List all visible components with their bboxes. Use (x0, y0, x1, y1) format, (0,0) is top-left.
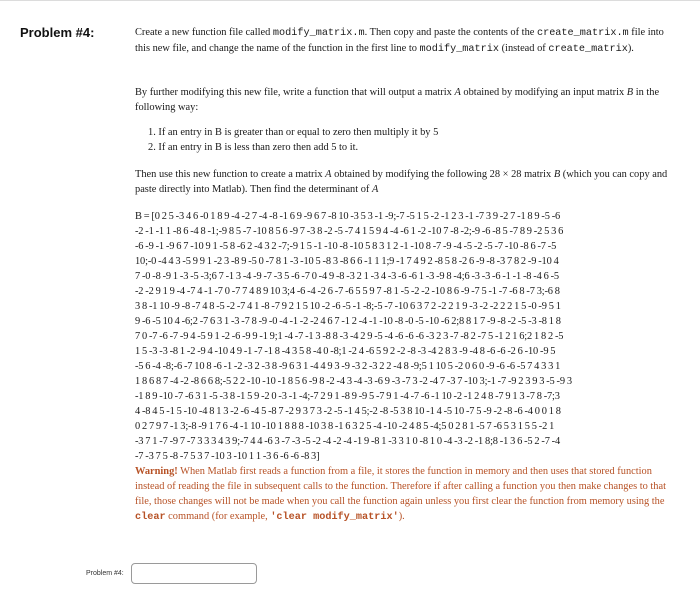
matrix-line: -5 6 -4 -8;-6 -7 10 8 -6 -1 -2 -3 2 -3 8 -9 6 3 1 -4 4 9 3 -9 -3 2 -3 2 2 -4 8 -9;5 1 10 5 -2 0 6 0 -9 -6 -6 -5 7 4 3 3 1 (135, 361, 561, 372)
instruction-text-1: By further modifying this new file, write a function that will output a matrix (135, 87, 455, 98)
answer-label: Problem #4: (86, 570, 124, 577)
intro-filename-create: create_matrix.m (536, 28, 629, 39)
matrix-a-symbol: A (325, 169, 332, 180)
warning-example-command: 'clear modify_matrix' (270, 512, 399, 523)
intro-text-1: Create a new function file called (135, 27, 273, 38)
matrix-line: 0 2 7 9 7 -1 3;-8 -9 1 7 6 -4 -1 10 -10 1 8 8 8 -10 3 8 -1 6 3 2 5 -4 -10 -2 4 8 5 -4;5 0 2 8 1 -5 7 -6 5 3 1 5 5 -2 1 (135, 421, 555, 432)
matrix-a-symbol: A (454, 87, 461, 98)
matrix-line: 7 -0 -8 -9 1 -3 -5 -3;6 7 -1 3 -4 -9 -7 -3 5 -6 -7 0 -4 9 -8 -3 2 1 -3 4 -3 -6 -6 1 -3 -9 8 -4;6 -3 -3 -6 -1 -1 -8 -4 6 -5 (135, 271, 559, 282)
warning-label: Warning! (135, 466, 178, 477)
matrix-line: 9 -6 -5 10 4 -6;2 -7 6 3 1 -3 -7 8 -9 -0 -4 -1 -2 -2 4 6 7 -1 2 -4 -1 -10 -8 -0 -5 -10 -6 2;8 8 1 7 -9 -8 -2 -5 -3 -8 1 8 (135, 316, 561, 327)
task-paragraph (135, 167, 680, 197)
matrix-line: -3 7 1 -7 -9 7 -7 3 3 3 4 3 9;-7 4 4 -6 3 -7 -3 -5 -2 -4 -2 -4 -1 9 -8 1 -3 3 1 0 -8 1 0 -4 -3 -2 -1 8;8 -1 3 6 -5 2 -7 -4 (135, 436, 561, 447)
problem-heading: Problem #4: (20, 25, 95, 40)
instruction-text-3: in the following way: (135, 87, 660, 113)
intro-text-2: . Then copy and paste the contents of the (364, 27, 537, 38)
matrix-b-symbol: B (553, 169, 561, 180)
matrix-line: 1 5 -3 -3 -8 1 -2 -9 4 -10 4 9 -1 -7 -1 8 -4 3 5 8 -4 0 -8;1 -2 4 -6 5 9 2 -2 -8 -3 -4 2 8 3 -9 -4 8 -6 -6 -2 6 -10 -9 5 (135, 346, 556, 357)
problem-body (135, 25, 680, 525)
task-text-1: Then use this new function to create a matrix (135, 169, 326, 180)
matrix-line: -2 -1 -1 1 -8 6 -4 8 -1;-9 8 5 -7 -10 8 5 6 -9 7 -3 8 -2 -5 -7 4 1 5 9 4 -4 -6 1 -2 -10 7 -8 -2;-9 -6 -8 5 -7 8 9 -2 5 3 6 (135, 226, 564, 237)
matrix-b-symbol: B (626, 87, 634, 98)
rule-item: 1. If an entry in B is greater than or equal to zero then multiply it by 5 (148, 127, 439, 138)
warning-text-1: When Matlab first reads a function from a file, it stores the function in memory and then uses that stored function instead of reading the file in subsequent calls to the function. Therefore if after calling a function you then make changes to that file, those changes will not be made when you call the function again unless you first clear the function from memory using the (135, 466, 666, 507)
matrix-line: 10;-0 -4 4 3 -5 9 9 1 -2 3 -8 9 -5 0 -7 8 1 -3 -10 5 -8 3 -8 6 6 -1 1 1;9 -1 7 4 9 2 -8 5 8 -2 6 -9 -8 -3 7 8 2 -9 -10 4 (135, 256, 559, 267)
matrix-a-symbol: A (372, 184, 379, 195)
intro-text-5: ). (627, 43, 634, 54)
matrix-line: 3 8 -1 10 -9 -8 -7 4 8 -5 -2 -7 4 1 -8 -7 9 2 1 5 10 -2 -6 -5 -1 -8;-5 -7 -10 6 3 7 2 -2 2 1 9 -3 -2 -2 2 2 1 5 -0 -9 5 1 (135, 301, 561, 312)
warning-clear-command: clear (135, 512, 166, 523)
matrix-line: -2 -2 9 1 9 -4 -7 4 -1 -7 0 -7 7 4 8 9 10 3;4 -6 -4 -2 6 -7 -6 5 5 9 7 -8 1 -5 -2 -2 -10 8 6 -9 -7 5 -1 -7 -6 8 -7 3;-6 8 (135, 286, 560, 297)
matrix-line: 7 0 -7 -6 -7 -9 4 -5 9 1 -2 -6 -9 9 -1 9;1 -4 -7 -1 3 -8 8 -3 -4 2 9 -5 -4 -6 -6 -6 -3 2 3 -7 -8 2 -7 5 -1 2 1 6;2 1 8 2 -5 (135, 331, 564, 342)
instruction-text-2: obtained by modifying an input matrix (460, 87, 627, 98)
matrix-line: -1 8 9 -10 -7 -6 3 1 -5 -3 8 -1 5 9 -2 0 -3 -1 -4;-7 2 9 1 -8 9 -9 5 -7 9 1 -4 -7 -6 -1 10 -2 -1 2 4 8 -7 9 1 3 -7 8 -7;3 (135, 391, 560, 402)
task-text-2: obtained by modifying the following 28 × 28 matrix (331, 169, 554, 180)
top-divider (0, 0, 700, 1)
matrix-b-definition (135, 209, 680, 464)
intro-text-3: file into this new file, and change the name of the function in the first line to (135, 27, 664, 54)
instruction-paragraph (135, 85, 680, 115)
rules-list (135, 125, 680, 155)
intro-paragraph (135, 25, 680, 73)
matrix-line: 1 8 6 8 7 -4 -2 -8 6 6 8;-5 2 2 -10 -10 -1 8 5 6 -9 8 -2 -4 3 -4 -3 -6 9 -3 -7 3 -2 -4 7 -3 7 -10 3;-1 -7 -9 2 3 9 3 -5 -9 3 (135, 376, 572, 387)
intro-filename-modify: modify_matrix.m (272, 28, 365, 39)
warning-note (135, 464, 680, 525)
matrix-line: -7 -3 7 5 -8 -7 5 3 7 -10 3 -10 1 1 -3 6 -6 -6 -8 3] (135, 451, 320, 462)
warning-text-2: command (for example, (165, 511, 271, 522)
intro-text-4: (instead of (499, 43, 549, 54)
task-text-3: (which you can copy and paste directly into Matlab). Then find the determinant of (135, 169, 668, 195)
intro-funcname-create: create_matrix (548, 44, 628, 55)
matrix-line: B = [0 2 5 -3 4 6 -0 1 8 9 -4 -2 7 -4 -8 -1 6 9 -9 6 7 -8 10 -3 5 3 -1 -9;-7 -5 1 5 -2 -1 2 3 -1 -7 3 9 -2 7 -1 8 9 -5 -6 (135, 211, 561, 222)
rule-item: 2. If an entry in B is less than zero then add 5 to it. (148, 142, 359, 153)
answer-input[interactable] (131, 563, 257, 584)
matrix-line: 4 -8 4 5 -1 5 -10 -4 8 1 3 -2 -6 -4 5 -8 7 -2 9 3 7 3 -2 -5 -1 4 5;-2 -8 -5 3 8 10 -1 4 -5 10 -7 5 -9 -2 -8 -6 -4 0 0 1 8 (135, 406, 561, 417)
warning-text-3: ). (398, 511, 405, 522)
intro-funcname-modify: modify_matrix (419, 44, 499, 55)
matrix-line: -6 -9 -1 -9 6 7 -10 9 1 -5 8 -6 2 -4 3 2 -7;-9 1 5 -1 -10 -8 -10 5 8 3 1 2 -1 -10 8 -7 -9 -4 -5 -2 -5 -7 -10 -8 6 -7 -5 (135, 241, 557, 252)
